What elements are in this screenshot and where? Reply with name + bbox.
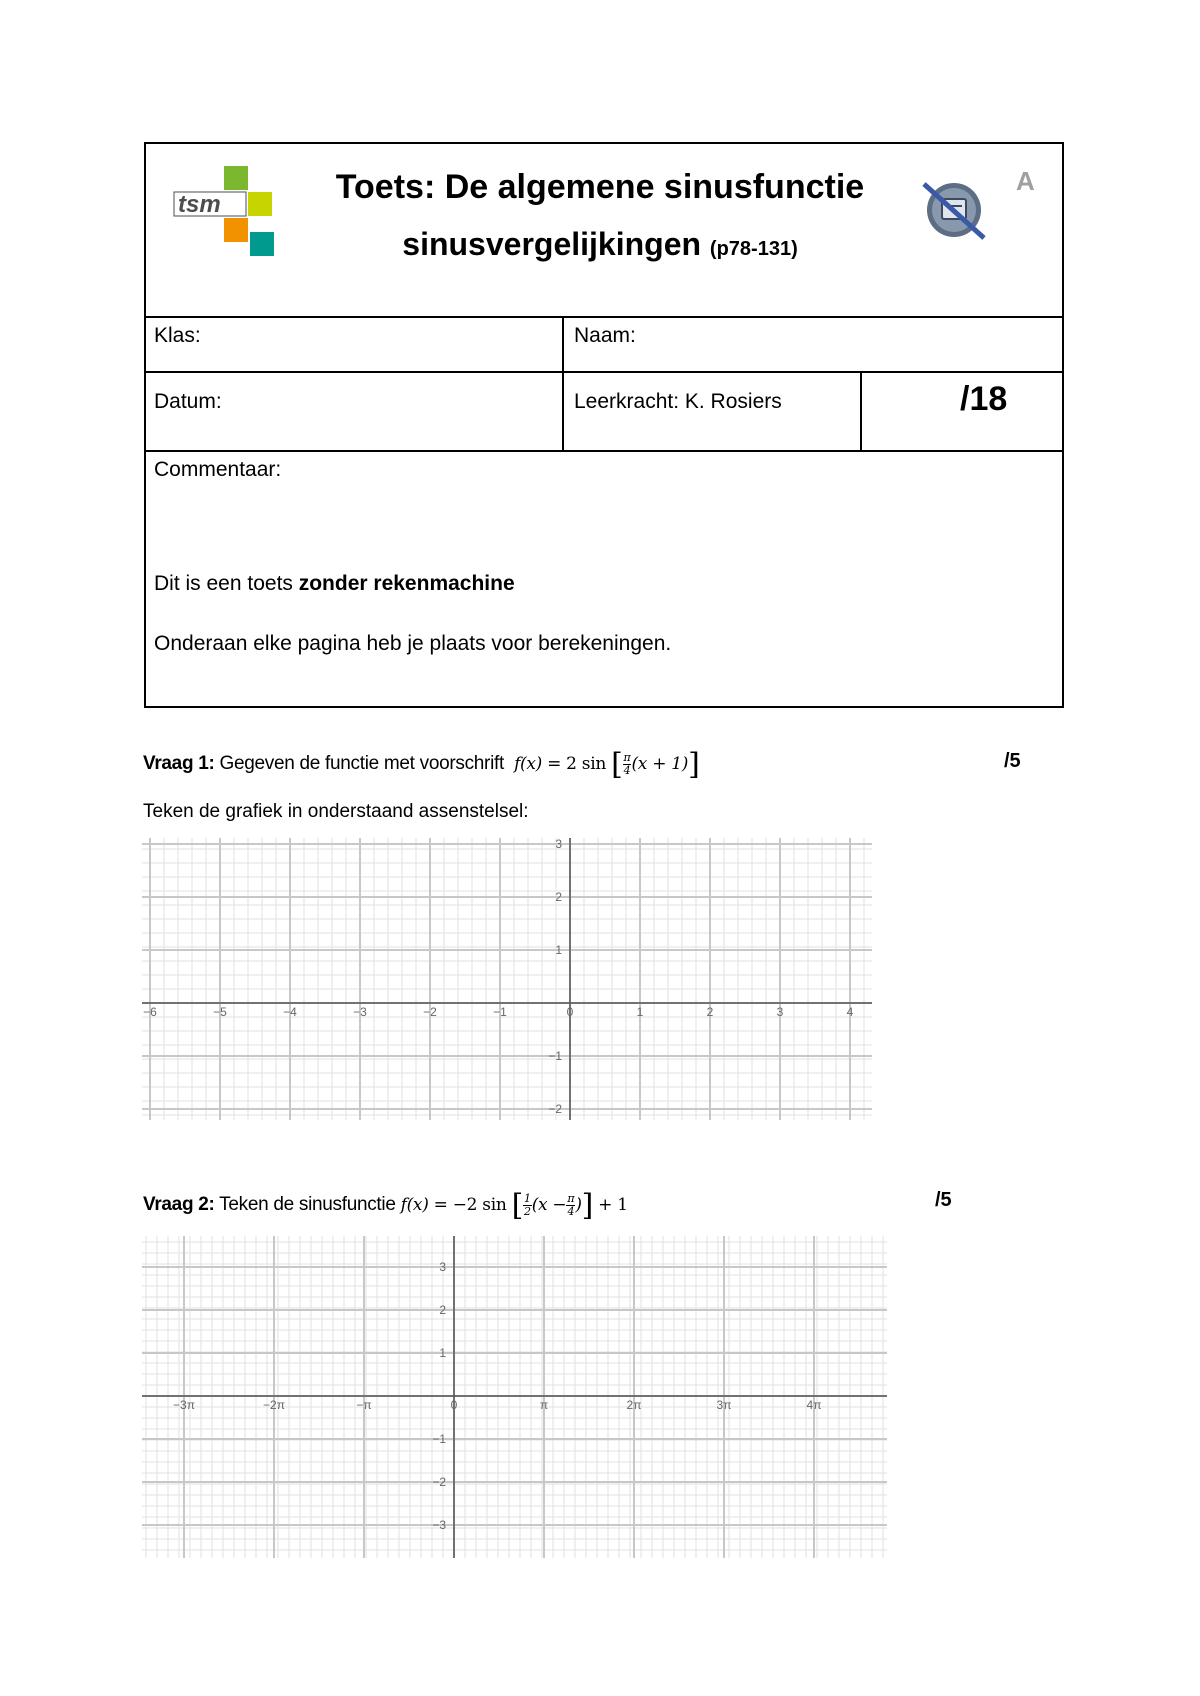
question-1 [143, 747, 700, 782]
question-2-text: Teken de sinusfunctie [219, 1194, 396, 1215]
question-1-formula: f(x) = 2 sin [ $\frac{\pi}{4}$ (x + 1)] [514, 747, 700, 782]
coordinate-grid-2[interactable] [142, 1236, 887, 1558]
frac-num: π [623, 751, 631, 764]
calculator-note-text: Dit is een toets [154, 572, 299, 595]
subtitle-text: sinusvergelijkingen [402, 226, 702, 262]
question-2 [143, 1188, 628, 1223]
y-tick-label: −2 [548, 1102, 562, 1116]
naam-label: Naam: [574, 324, 636, 347]
y-tick-label: 2 [555, 890, 562, 904]
y-tick-label: 1 [439, 1346, 446, 1360]
y-tick-label: −1 [432, 1432, 446, 1446]
x-tick-label: −6 [143, 1005, 157, 1019]
x-tick-label: −1 [493, 1005, 507, 1019]
formula-fx: f(x) = [400, 1195, 448, 1215]
y-tick-label: −1 [548, 1049, 562, 1063]
formula-fx: f(x) [514, 754, 543, 774]
divider [144, 450, 1064, 452]
formula-eq: = 2 sin [547, 754, 607, 774]
x-tick-label: 0 [450, 1398, 458, 1412]
frac-den: 4 [623, 764, 631, 777]
question-1-instruction: Teken de grafiek in onderstaand assenstelsel: [143, 801, 529, 822]
y-tick-label: 2 [439, 1303, 446, 1317]
x-tick-label: 2 [706, 1005, 714, 1019]
x-tick-label: −2 [423, 1005, 437, 1019]
x-tick-label: −5 [213, 1005, 227, 1019]
divider [860, 371, 862, 452]
question-2-label: Vraag 2: [143, 1194, 215, 1215]
x-tick-label: 0 [566, 1005, 574, 1019]
no-calculator-icon [920, 178, 988, 242]
x-tick-label: −3 [353, 1005, 367, 1019]
divider [144, 371, 1064, 373]
version-label: A [1016, 166, 1035, 196]
y-tick-label: −2 [432, 1475, 446, 1489]
calculation-note: Onderaan elke pagina heb je plaats voor berekeningen. [154, 632, 672, 655]
formula-close: ) [575, 1195, 582, 1215]
y-tick-label: 3 [555, 838, 562, 851]
x-tick-label: −3π [173, 1398, 195, 1412]
x-tick-label: 4 [846, 1005, 854, 1019]
x-tick-label: −π [356, 1398, 372, 1412]
x-tick-label: 1 [636, 1005, 644, 1019]
x-tick-label: 4π [806, 1398, 822, 1412]
total-score: /18 [960, 380, 1008, 418]
klas-label: Klas: [154, 324, 201, 347]
question-1-text: Gegeven de functie met voorschrift [219, 753, 504, 774]
formula-mid: (x − [531, 1195, 567, 1215]
frac2-num: π [567, 1192, 575, 1205]
page-subtitle [300, 226, 900, 263]
calculator-note-bold: zonder rekenmachine [298, 572, 515, 595]
x-tick-label: −2π [263, 1398, 285, 1412]
formula-tail: (x + 1) [631, 754, 689, 774]
page-title: Toets: De algemene sinusfunctie [335, 168, 865, 206]
question-1-score: /5 [1004, 750, 1021, 772]
calculator-note [154, 572, 515, 596]
frac2-den: 4 [567, 1205, 575, 1218]
divider [562, 316, 564, 452]
question-2-formula: f(x) = −2 sin [ $\frac{1}{2}$ (x − $\frac{\pi}{4}$ )] + 1 [400, 1188, 628, 1223]
x-tick-label: 3π [716, 1398, 732, 1412]
x-tick-label: −4 [283, 1005, 297, 1019]
school-logo [168, 164, 280, 259]
formula-tail: + 1 [598, 1195, 628, 1215]
x-tick-label: π [539, 1398, 549, 1412]
x-tick-label: 2π [626, 1398, 642, 1412]
leerkracht-label: Leerkracht: K. Rosiers [574, 390, 782, 413]
x-tick-label: 3 [776, 1005, 784, 1019]
y-tick-label: 1 [555, 943, 562, 957]
svg-text:tsm: tsm [178, 191, 221, 218]
commentaar-label: Commentaar: [154, 458, 282, 481]
divider [144, 316, 1064, 318]
question-2-score: /5 [935, 1189, 952, 1211]
y-tick-label: −3 [432, 1518, 446, 1532]
formula-eq: −2 sin [452, 1195, 507, 1215]
page-range: (p78-131) [709, 238, 798, 260]
y-tick-label: 3 [439, 1260, 446, 1274]
frac1-num: 1 [524, 1192, 531, 1205]
question-1-label: Vraag 1: [143, 753, 215, 774]
frac1-den: 2 [524, 1205, 531, 1218]
coordinate-grid-1[interactable] [142, 838, 872, 1120]
datum-label: Datum: [154, 390, 222, 413]
